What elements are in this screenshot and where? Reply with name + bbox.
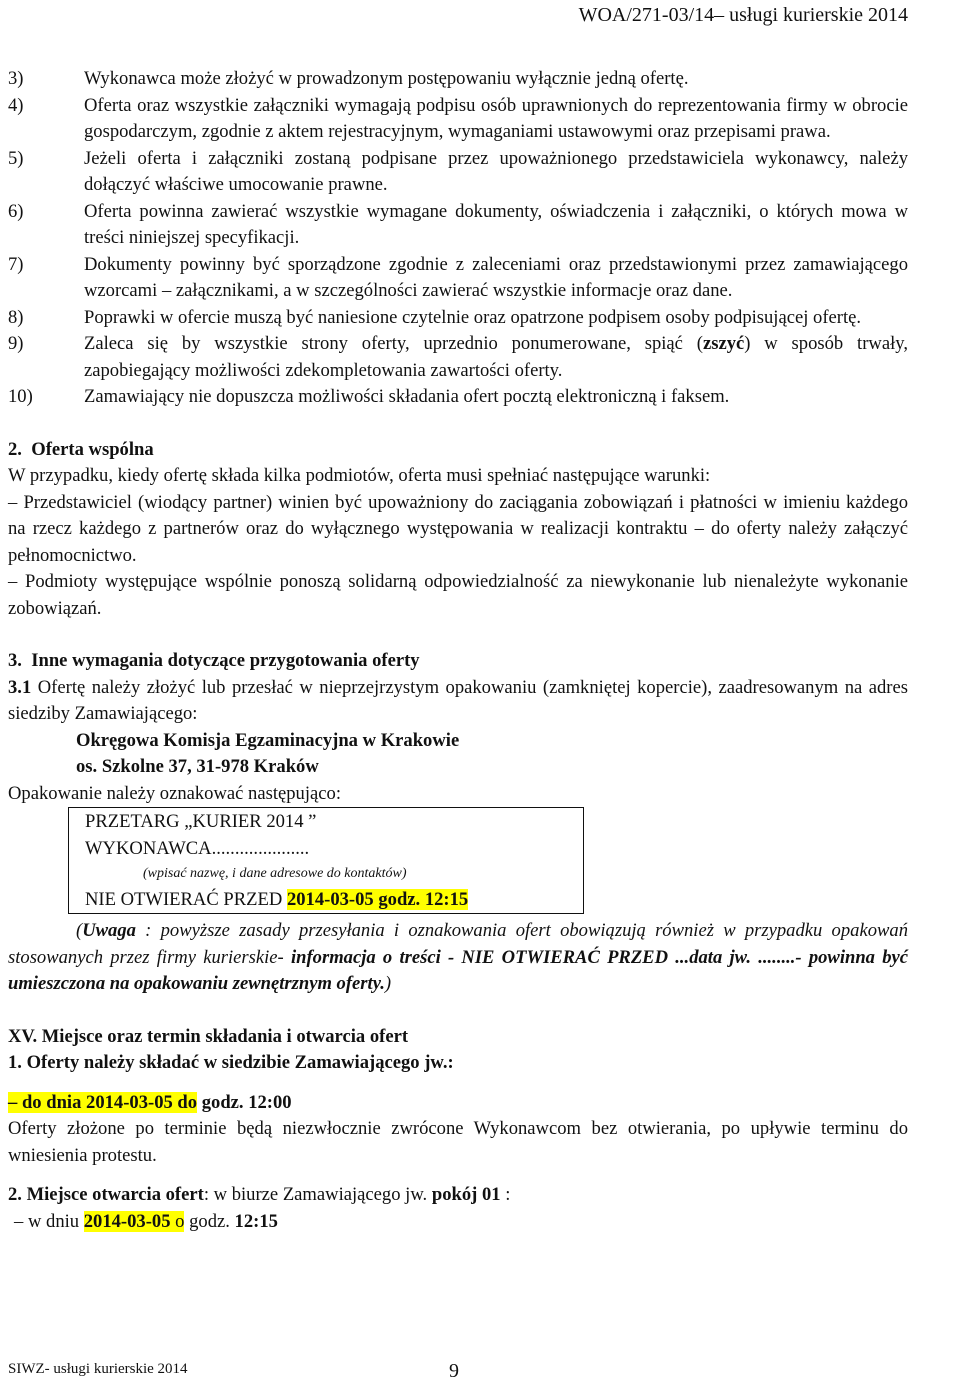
box-line-contractor: WYKONAWCA..................... (85, 838, 310, 859)
late-offers-text: Oferty złożone po terminie będą niezwłocznie zwrócone Wykonawcom bez otwierania, po upływie terminu do wniesienia protestu. (8, 1118, 908, 1166)
label-intro: Opakowanie należy oznakować następująco: (8, 782, 341, 804)
section-xv-heading: XV. Miejsce oraz termin składania i otwarcia ofert (8, 1025, 409, 1047)
section-3-heading: 3. Inne wymagania dotyczące przygotowania oferty (8, 650, 420, 671)
header-reference: WOA/271-03/14– usługi kurierskie 2014 (578, 4, 908, 26)
section-xv-item-1: 1. Oferty należy składać w siedzibie Zamawiającego jw.: (8, 1052, 454, 1073)
address-line-1: Okręgowa Komisja Egzaminacyjna w Krakowie (76, 729, 460, 751)
footer-title: SIWZ- usługi kurierskie 2014 (8, 1361, 188, 1377)
list-item-10: 10) Zamawiający nie dopuszcza możliwości składania ofert pocztą elektroniczną i faksem. (8, 386, 730, 407)
list-item: 3) Wykonawca może złożyć w prowadzonym postępowaniu wyłącznie jedną ofertę. (8, 68, 689, 89)
courier-note: (Uwaga : powyższe zasady przesyłania i oznakowania ofert obowiązują również w przypadku opakowań stosowanych przez firmy kurierskie- informacja o treści - NIE OTWIERAĆ PRZED ...data jw. ........- powinna być umieszczona na opakowaniu zewnętrznym oferty.) (8, 920, 908, 994)
requirements-list (8, 66, 908, 331)
opening-date-line: – w dniu 2014-03-05 o godz. 12:15 (14, 1210, 278, 1232)
list-item: 7) Dokumenty powinny być sporządzone zgodnie z zaleceniami oraz przedstawionymi przez zamawiającego wzorcami – załącznikami, a w szczególności zawierać wszystkie informacje oraz dane. (8, 253, 908, 301)
list-item-9: 9) Zaleca się by wszystkie strony oferty, uprzednio ponumerowane, spiąć (zszyć) w sposób trwały, zapobiegający możliwości zdekompletowania zawartości oferty. (8, 333, 908, 381)
list-item: 5) Jeżeli oferta i załączniki zostaną podpisane przez upoważnionego przedstawiciela wykonawcy, należy dołączyć właściwe umocowanie prawne. (8, 147, 908, 195)
address-line-2: os. Szkolne 37, 31-978 Kraków (76, 756, 319, 777)
deadline-line: – do dnia 2014-03-05 do godz. 12:00 (8, 1091, 292, 1113)
section-2-bullet-1: – Przedstawiciel (wiodący partner) winien być upoważniony do zaciągania zobowiązań i płatności w imieniu każdego na rzecz każdego z partnerów oraz do wyłącznego występowania w realizacji kontraktu – do oferty należy załączyć pełnomocnictwo. (8, 491, 908, 566)
document-content (8, 66, 908, 1235)
section-2-bullet-2: – Podmioty występujące wspólnie ponoszą solidarną odpowiedzialność za niewykonanie lub nienależyte wykonanie zobowiązań. (8, 571, 908, 619)
box-line-tender: PRZETARG „KURIER 2014 ” (85, 811, 317, 832)
page-number: 9 (449, 1360, 459, 1382)
list-item: 8) Poprawki w ofercie muszą być naniesione czytelnie oraz opatrzone podpisem osoby podpisującej ofertę. (8, 306, 862, 328)
section-2-intro: W przypadku, kiedy ofertę składa kilka podmiotów, oferta musi spełniać następujące warunki: (8, 465, 711, 486)
section-3-1-text: 3.1 Ofertę należy złożyć lub przesłać w nieprzejrzystym opakowaniu (zamkniętej kopercie), zaadresowanym na adres siedziby Zamawiającego: (8, 676, 908, 724)
box-line-hint: (wpisać nazwę, i dane adresowe do kontaktów) (143, 866, 407, 881)
box-line-do-not-open: NIE OTWIERAĆ PRZED 2014-03-05 godz. 12:15 (85, 889, 469, 910)
section-2-heading: 2. Oferta wspólna (8, 438, 154, 460)
section-xv-item-2: 2. Miejsce otwarcia ofert: w biurze Zamawiającego jw. pokój 01 : (8, 1184, 511, 1205)
list-item: 6) Oferta powinna zawierać wszystkie wymagane dokumenty, oświadczenia i załączniki, o których mowa w treści niniejszej specyfikacji. (8, 200, 908, 248)
envelope-label-box (68, 807, 584, 914)
list-item: 4) Oferta oraz wszystkie załączniki wymagają podpisu osób uprawnionych do reprezentowania firmy w obrocie gospodarczym, zgodnie z aktem rejestracyjnym, wymaganiami ustawowymi oraz przepisami prawa. (8, 94, 908, 142)
